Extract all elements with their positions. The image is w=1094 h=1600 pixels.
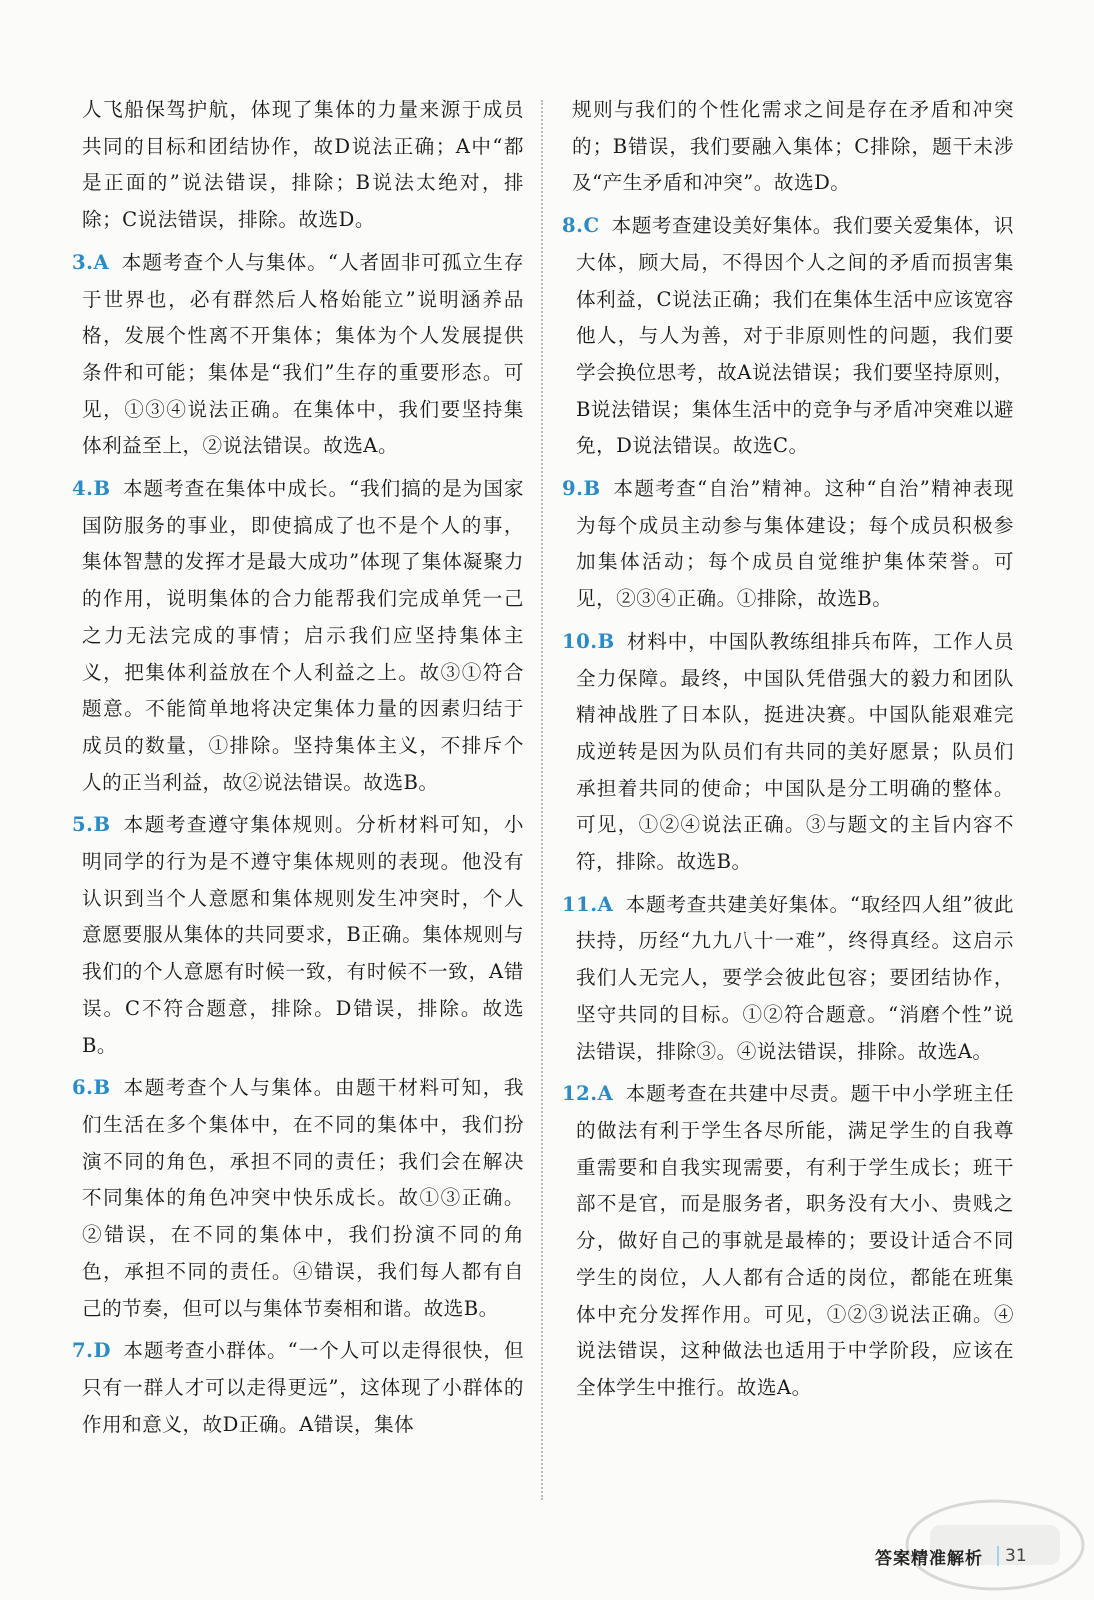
question-number: 7.D	[72, 1339, 111, 1363]
answer-explanation: 本题考查个人与集体。“人者固非可孤立生存于世界也，必有群然后人格始能立”说明涵养品格，发展个性离不开集体；集体为个人发展提供条件和可能；集体是“我们”生存的重要形态。可见，①③④说法正确。在集体中，我们要坚持集体利益至上，②说法错误。故选A。	[82, 250, 524, 458]
answer-item-4	[72, 471, 524, 801]
answer-explanation: 本题考查在共建中尽责。题干中小学班主任的做法有利于学生各尽所能，满足学生的自我尊重需要和自我实现需要，有利于学生成长；班干部不是官，而是服务者，职务没有大小、贵贱之分，做好自己的事就是最棒的；要设计适合不同学生的岗位，人人都有合适的岗位，都能在班集体中充分发挥作用。可见，①②③说法正确。④说法错误，这种做法也适用于中学阶段，应该在全体学生中推行。故选A。	[576, 1082, 1014, 1399]
answer-explanation: 本题考查建设美好集体。我们要关爱集体，识大体，顾大局，不得因个人之间的矛盾而损害集体利益，C说法正确；我们在集体生活中应该宽容他人，与人为善，对于非原则性的问题，我们要学会换位思考，故A说法错误；我们要坚持原则，B说法错误；集体生活中的竞争与矛盾冲突难以避免，D说法错误。故选C。	[576, 214, 1014, 458]
answer-explanation: 本题考查小群体。“一个人可以走得很快，但只有一群人才可以走得更远”，这体现了小群体的作用和意义，故D正确。A错误，集体	[82, 1339, 524, 1436]
answer-item-5	[72, 807, 524, 1064]
right-column	[562, 92, 1014, 1413]
question-number: 6.B	[72, 1076, 111, 1100]
answer-explanation: 本题考查“自治”精神。这种“自治”精神表现为每个成员主动参与集体建设；每个成员积极参加集体活动；每个成员自觉维护集体荣誉。可见，②③④正确。①排除，故选B。	[576, 477, 1014, 611]
question-number: 12.A	[562, 1082, 614, 1106]
question-number: 9.B	[562, 477, 601, 501]
question-number: 10.B	[562, 629, 615, 653]
answer-item-7	[72, 1333, 524, 1443]
footer-label: 答案精准解析	[875, 1548, 983, 1569]
question-number: 5.B	[72, 813, 111, 837]
answer-item-9	[562, 471, 1014, 618]
answer-item-6	[72, 1070, 524, 1327]
question-number: 11.A	[562, 892, 614, 916]
answer-item-8	[562, 208, 1014, 465]
answer-item-11	[562, 887, 1014, 1071]
question-number: 4.B	[72, 477, 111, 501]
answer-explanation: 本题考查在集体中成长。“我们搞的是为国家国防服务的事业，即使搞成了也不是个人的事，集体智慧的发挥才是最大成功”体现了集体凝聚力的作用，说明集体的合力能帮我们完成单凭一己之力无法完成的事情；启示我们应坚持集体主义，把集体利益放在个人利益之上。故③①符合题意。不能简单地将决定集体力量的因素归结于成员的数量，①排除。坚持集体主义，不排斥个人的正当利益，故②说法错误。故选B。	[82, 477, 524, 794]
continuation-text: 规则与我们的个性化需求之间是存在矛盾和冲突的；B错误，我们要融入集体；C排除，题干未涉及“产生矛盾和冲突”。故选D。	[572, 98, 1014, 195]
answer-explanation: 材料中，中国队教练组排兵布阵，工作人员全力保障。最终，中国队凭借强大的毅力和团队精神战胜了日本队，挺进决赛。中国队能艰难完成逆转是因为队员们有共同的美好愿景；队员们承担着共同的使命；中国队是分工明确的整体。可见，①②④说法正确。③与题文的主旨内容不符，排除。故选B。	[576, 629, 1014, 874]
page-footer	[875, 1538, 1094, 1574]
answer-explanation: 本题考查个人与集体。由题干材料可知，我们生活在多个集体中，在不同的集体中，我们扮演不同的角色，承担不同的责任；我们会在解决不同集体的角色冲突中快乐成长。故①③正确。②错误，在不同的集体中，我们扮演不同的角色，承担不同的责任。④错误，我们每人都有自己的节奏，但可以与集体节奏相和谐。故选B。	[82, 1076, 524, 1320]
answer-item-12	[562, 1076, 1014, 1406]
answer-item-10	[562, 624, 1014, 881]
continuation-paragraph	[562, 92, 1014, 202]
answer-explanation: 本题考查共建美好集体。“取经四人组”彼此扶持，历经“九九八十一难”，终得真经。这启示我们人无完人，要学会彼此包容；要团结协作，坚守共同的目标。①②符合题意。“消磨个性”说法错误，排除③。④说法错误，排除。故选A。	[576, 892, 1014, 1063]
answer-explanation: 本题考查遵守集体规则。分析材料可知，小明同学的行为是不遵守集体规则的表现。他没有认识到当个人意愿和集体规则发生冲突时，个人意愿要服从集体的共同要求，B正确。集体规则与我们的个人意愿有时候一致，有时候不一致，A错误。C不符合题意，排除。D错误，排除。故选B。	[82, 813, 524, 1057]
answer-item-3	[72, 245, 524, 465]
column-divider	[541, 100, 543, 1500]
page-number: 31	[997, 1546, 1027, 1566]
left-column	[72, 92, 524, 1449]
question-number: 3.A	[72, 250, 110, 274]
continuation-paragraph	[72, 92, 524, 239]
continuation-text: 人飞船保驾护航，体现了集体的力量来源于成员共同的目标和团结协作，故D说法正确；A中“都是正面的”说法错误，排除；B说法太绝对，排除；C说法错误，排除。故选D。	[82, 98, 524, 232]
question-number: 8.C	[562, 214, 600, 238]
